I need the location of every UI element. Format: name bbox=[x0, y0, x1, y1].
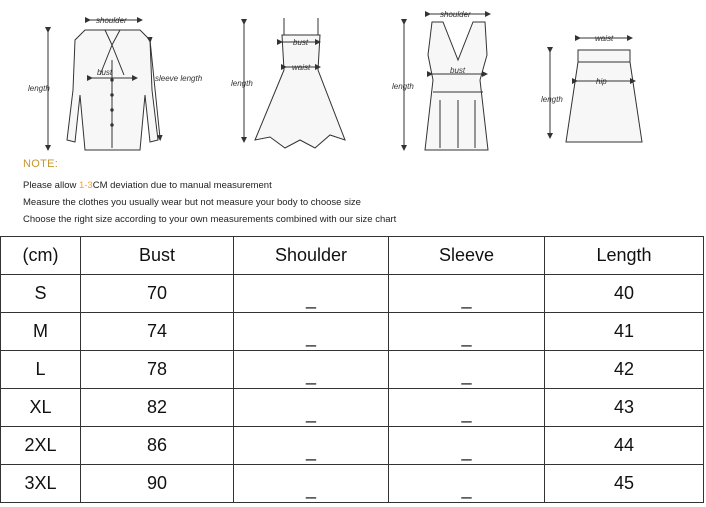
top-illustration bbox=[404, 14, 488, 150]
note-line-1-post: CM deviation due to manual measurement bbox=[92, 180, 272, 191]
bust-cell: 74 bbox=[81, 313, 234, 351]
note-line-1 bbox=[23, 180, 272, 191]
dress-bust-label: bust bbox=[293, 38, 309, 47]
table-row bbox=[1, 465, 704, 503]
length-cell: 40 bbox=[545, 275, 704, 313]
sleeve-cell bbox=[389, 465, 545, 503]
table-row bbox=[1, 351, 704, 389]
garment-illustrations bbox=[0, 0, 706, 160]
length-cell: 45 bbox=[545, 465, 704, 503]
shoulder-cell bbox=[234, 313, 389, 351]
dress-waist-label: waist bbox=[292, 63, 311, 72]
table-row bbox=[1, 389, 704, 427]
sleeve-cell bbox=[389, 427, 545, 465]
skirt-length-label: length bbox=[541, 95, 563, 104]
bust-cell: 86 bbox=[81, 427, 234, 465]
shoulder-value: _ bbox=[305, 327, 316, 347]
size-cell: M bbox=[1, 313, 81, 351]
jacket-bust-label: bust bbox=[97, 68, 113, 77]
shoulder-cell bbox=[234, 389, 389, 427]
header-bust: Bust bbox=[81, 237, 234, 275]
measurement-guide bbox=[0, 0, 706, 236]
table-row bbox=[1, 313, 704, 351]
header-shoulder: Shoulder bbox=[234, 237, 389, 275]
sleeve-value: _ bbox=[461, 403, 472, 423]
bust-cell: 78 bbox=[81, 351, 234, 389]
top-bust-label: bust bbox=[450, 66, 466, 75]
sleeve-cell bbox=[389, 313, 545, 351]
table-row bbox=[1, 275, 704, 313]
header-sleeve: Sleeve bbox=[389, 237, 545, 275]
shoulder-cell bbox=[234, 465, 389, 503]
bust-cell: 70 bbox=[81, 275, 234, 313]
shoulder-value: _ bbox=[305, 365, 316, 385]
length-cell: 43 bbox=[545, 389, 704, 427]
sleeve-value: _ bbox=[461, 327, 472, 347]
size-cell: 3XL bbox=[1, 465, 81, 503]
note-line-1-highlight: 1-3 bbox=[78, 180, 93, 191]
table-row bbox=[1, 427, 704, 465]
note-title: NOTE: bbox=[23, 158, 59, 170]
sleeve-cell bbox=[389, 351, 545, 389]
shoulder-cell bbox=[234, 427, 389, 465]
shoulder-value: _ bbox=[305, 289, 316, 309]
jacket-length-label: length bbox=[28, 84, 50, 93]
size-cell: L bbox=[1, 351, 81, 389]
jacket-illustration bbox=[48, 20, 160, 150]
sleeve-cell bbox=[389, 275, 545, 313]
top-length-label: length bbox=[392, 82, 414, 91]
note-line-2: Measure the clothes you usually wear but not measure your body to choose size bbox=[23, 197, 361, 208]
shoulder-cell bbox=[234, 351, 389, 389]
table-header-row bbox=[1, 237, 704, 275]
sleeve-value: _ bbox=[461, 441, 472, 461]
size-cell: XL bbox=[1, 389, 81, 427]
shoulder-value: _ bbox=[305, 441, 316, 461]
dress-length-label: length bbox=[231, 79, 253, 88]
sleeve-value: _ bbox=[461, 365, 472, 385]
note-line-1-pre: Please allow bbox=[23, 180, 79, 191]
header-unit: (cm) bbox=[1, 237, 81, 275]
header-length: Length bbox=[545, 237, 704, 275]
skirt-hip-label: hip bbox=[596, 77, 607, 86]
shoulder-value: _ bbox=[305, 479, 316, 499]
size-chart-table bbox=[0, 236, 704, 503]
sleeve-value: _ bbox=[461, 479, 472, 499]
shoulder-cell bbox=[234, 275, 389, 313]
jacket-sleeve-length-label: sleeve length bbox=[155, 74, 203, 83]
length-cell: 44 bbox=[545, 427, 704, 465]
sleeve-cell bbox=[389, 389, 545, 427]
length-cell: 41 bbox=[545, 313, 704, 351]
sleeve-value: _ bbox=[461, 289, 472, 309]
size-cell: 2XL bbox=[1, 427, 81, 465]
skirt-illustration bbox=[550, 38, 642, 142]
bust-cell: 82 bbox=[81, 389, 234, 427]
size-cell: S bbox=[1, 275, 81, 313]
top-shoulder-label: shoulder bbox=[440, 10, 471, 19]
length-cell: 42 bbox=[545, 351, 704, 389]
jacket-shoulder-label: shoulder bbox=[96, 16, 127, 25]
skirt-waist-label: waist bbox=[595, 34, 614, 43]
bust-cell: 90 bbox=[81, 465, 234, 503]
note-line-3: Choose the right size according to your own measurements combined with our size chart bbox=[23, 214, 397, 225]
shoulder-value: _ bbox=[305, 403, 316, 423]
